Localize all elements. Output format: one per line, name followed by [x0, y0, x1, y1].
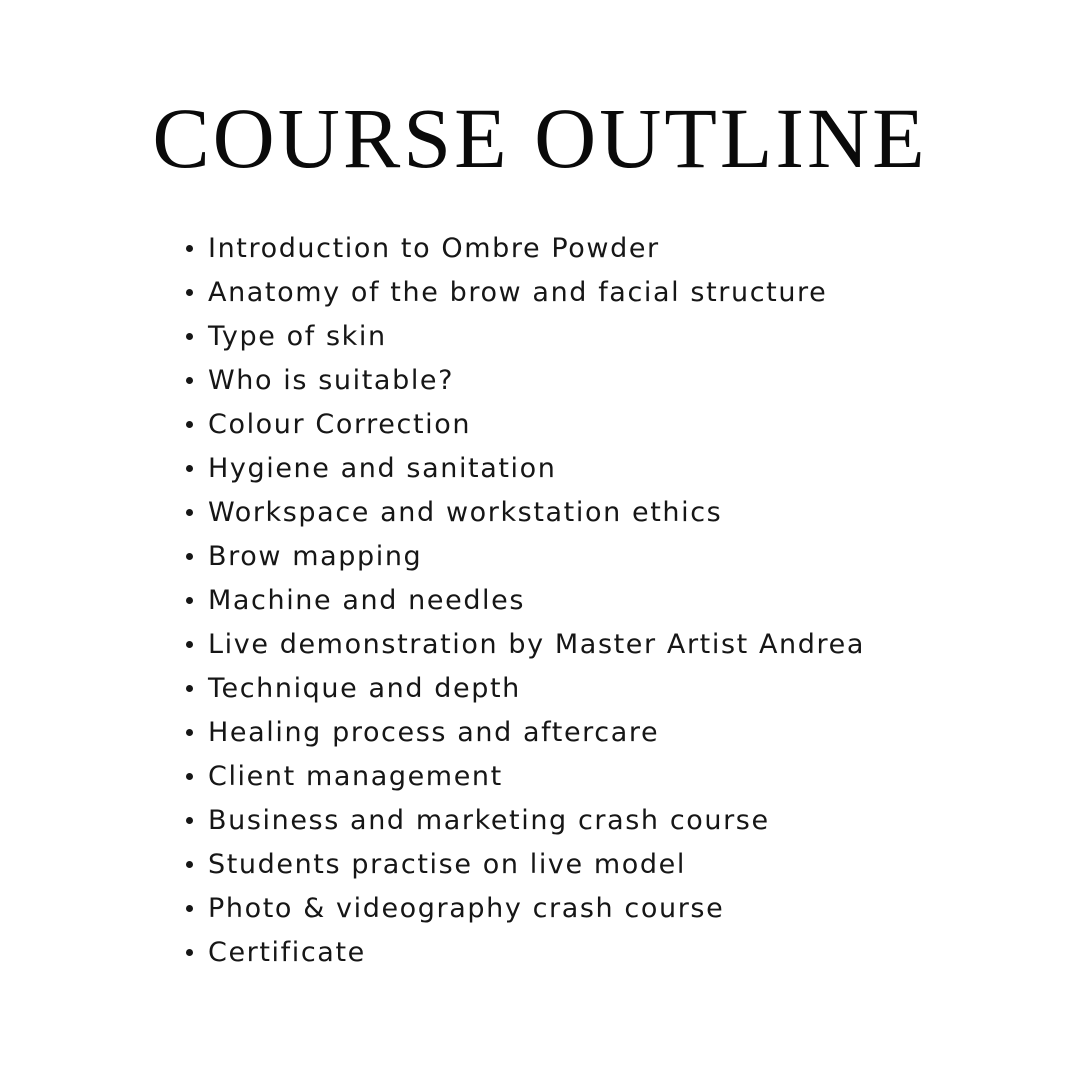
bullet-icon	[186, 289, 193, 296]
list-item-label: Workspace and workstation ethics	[208, 496, 723, 528]
list-item	[186, 314, 865, 358]
bullet-icon	[186, 861, 193, 868]
bullet-icon	[186, 773, 193, 780]
bullet-icon	[186, 905, 193, 912]
list-item-label: Business and marketing crash course	[208, 804, 770, 836]
list-item-label: Client management	[208, 760, 503, 792]
list-item	[186, 446, 865, 490]
list-item	[186, 842, 865, 886]
list-item	[186, 534, 865, 578]
list-item	[186, 490, 865, 534]
bullet-icon	[186, 333, 193, 340]
list-item-label: Brow mapping	[208, 540, 423, 572]
list-item-label: Healing process and aftercare	[208, 716, 660, 748]
list-item	[186, 886, 865, 930]
bullet-icon	[186, 641, 193, 648]
list-item	[186, 402, 865, 446]
list-item-label: Certificate	[208, 936, 366, 968]
list-item	[186, 666, 865, 710]
list-item-label: Anatomy of the brow and facial structure	[208, 276, 828, 308]
list-item	[186, 710, 865, 754]
bullet-icon	[186, 685, 193, 692]
list-item	[186, 798, 865, 842]
list-item	[186, 578, 865, 622]
list-item-label: Type of skin	[208, 320, 387, 352]
bullet-icon	[186, 553, 193, 560]
list-item	[186, 622, 865, 666]
bullet-icon	[186, 509, 193, 516]
list-item-label: Live demonstration by Master Artist Andrea	[208, 628, 865, 660]
list-item-label: Hygiene and sanitation	[208, 452, 557, 484]
bullet-icon	[186, 817, 193, 824]
list-item	[186, 754, 865, 798]
list-item	[186, 930, 865, 974]
list-item-label: Who is suitable?	[208, 364, 455, 396]
page-title: COURSE OUTLINE	[152, 90, 928, 186]
bullet-icon	[186, 729, 193, 736]
bullet-icon	[186, 245, 193, 252]
bullet-icon	[186, 949, 193, 956]
bullet-icon	[186, 465, 193, 472]
list-item	[186, 226, 865, 270]
bullet-icon	[186, 597, 193, 604]
list-item-label: Colour Correction	[208, 408, 472, 440]
list-item-label: Photo & videography crash course	[208, 892, 725, 924]
list-item-label: Technique and depth	[208, 672, 521, 704]
bullet-icon	[186, 421, 193, 428]
list-item	[186, 270, 865, 314]
outline-list	[186, 226, 865, 974]
list-item-label: Students practise on live model	[208, 848, 686, 880]
list-item-label: Machine and needles	[208, 584, 526, 616]
list-item	[186, 358, 865, 402]
bullet-icon	[186, 377, 193, 384]
list-item-label: Introduction to Ombre Powder	[208, 232, 660, 264]
